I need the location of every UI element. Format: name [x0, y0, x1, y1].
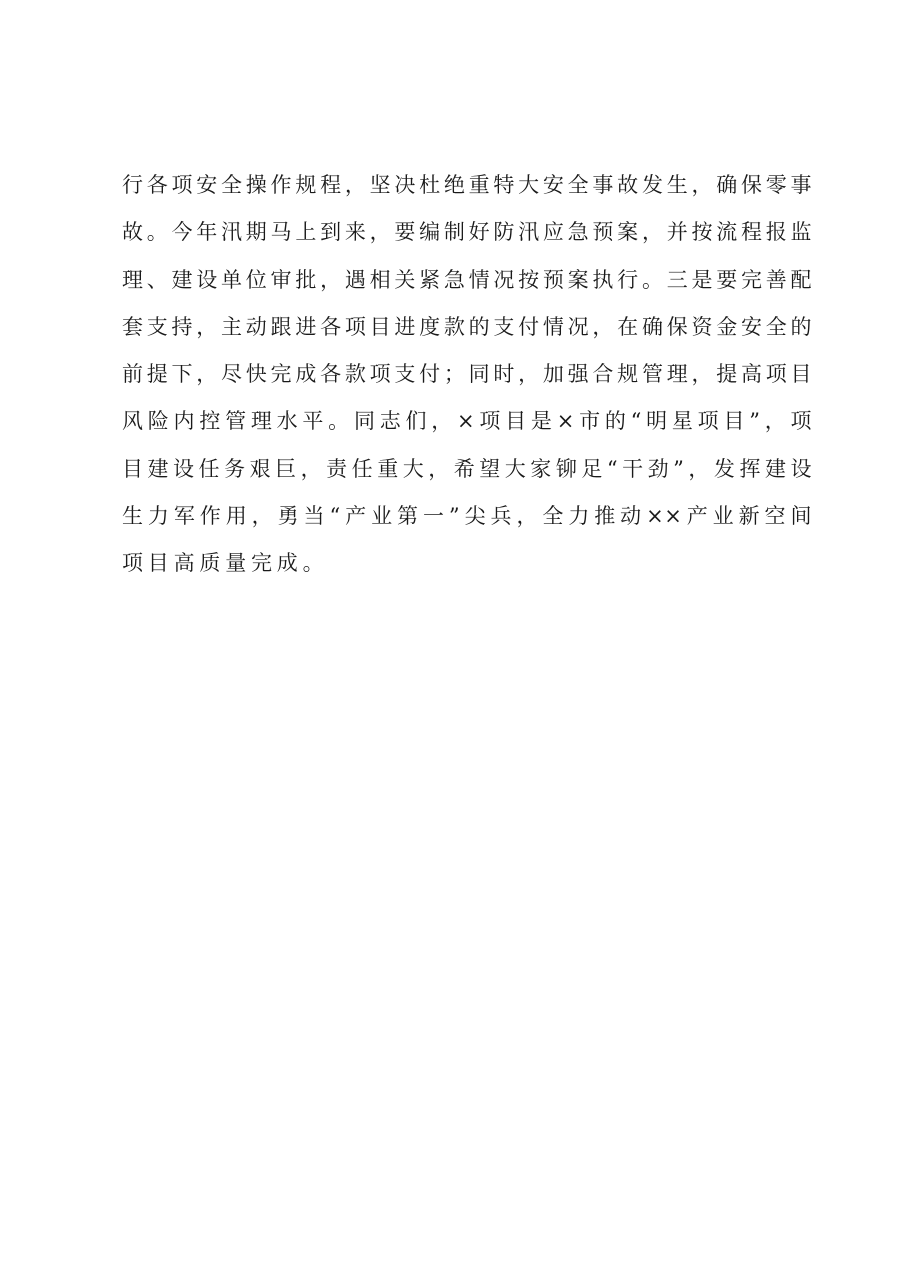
paragraph-line: 行各项安全操作规程，坚决杜绝重特大安全事故发生，确保零事 [122, 173, 812, 197]
paragraph-line: 风险内控管理水平。同志们，×项目是×市的“明星项目”，项 [122, 409, 812, 434]
body-paragraph [122, 162, 812, 588]
paragraph-line: 生力军作用，勇当“产业第一”尖兵，全力推动××产业新空间 [122, 504, 812, 529]
paragraph-line: 理、建设单位审批，遇相关紧急情况按预案执行。三是要完善配 [122, 267, 812, 292]
paragraph-line: 目建设任务艰巨，责任重大，希望大家铆足“干劲”，发挥建设 [122, 456, 812, 481]
paragraph-line: 套支持，主动跟进各项目进度款的支付情况，在确保资金安全的 [122, 314, 812, 339]
paragraph-line: 故。今年汛期马上到来，要编制好防汛应急预案，并按流程报监 [122, 220, 812, 245]
paragraph-line: 项目高质量完成。 [122, 551, 329, 576]
paragraph-line: 前提下，尽快完成各款项支付；同时，加强合规管理，提高项目 [122, 362, 812, 387]
